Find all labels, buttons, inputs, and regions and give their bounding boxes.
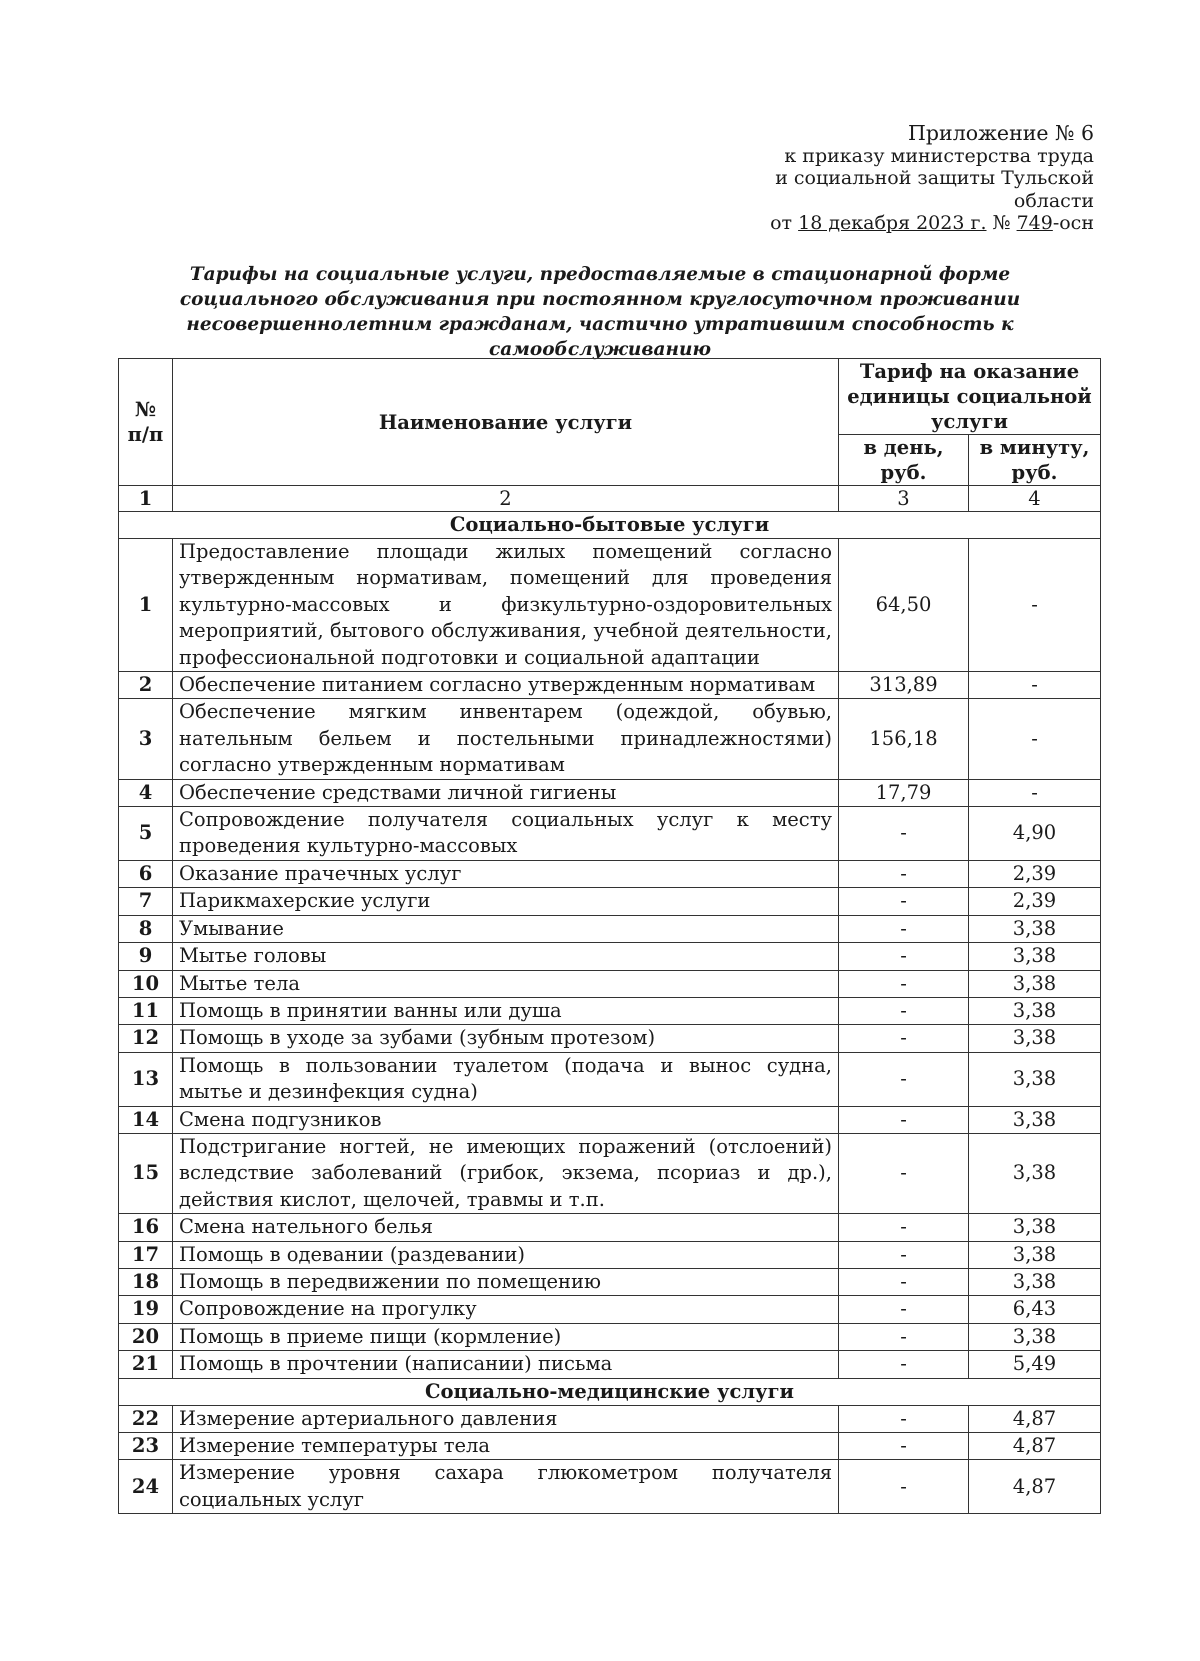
service-name: Мытье тела [173, 970, 839, 997]
row-number: 15 [119, 1133, 173, 1213]
tariff-per-minute: 3,38 [969, 970, 1101, 997]
row-number: 3 [119, 699, 173, 779]
row-number: 22 [119, 1405, 173, 1432]
service-name: Помощь в передвижении по помещению [173, 1268, 839, 1295]
table-row [119, 807, 1101, 861]
row-number: 5 [119, 807, 173, 861]
table-row [119, 1460, 1101, 1514]
tariff-per-minute: 3,38 [969, 943, 1101, 970]
tariff-per-minute: - [969, 779, 1101, 806]
tariff-per-minute: 3,38 [969, 1214, 1101, 1241]
section-title: Социально-медицинские услуги [119, 1378, 1101, 1405]
row-number: 6 [119, 860, 173, 887]
section-header-row [119, 512, 1101, 539]
service-name: Обеспечение средствами личной гигиены [173, 779, 839, 806]
tariff-per-minute: - [969, 672, 1101, 699]
tariff-per-day: - [839, 1351, 969, 1378]
column-number-row [119, 486, 1101, 512]
service-name: Умывание [173, 915, 839, 942]
tariff-per-minute: 4,87 [969, 1433, 1101, 1460]
order-date: 18 декабря 2023 г. [798, 212, 987, 234]
table-row [119, 915, 1101, 942]
table-row [119, 1052, 1101, 1106]
tariff-per-minute: 3,38 [969, 915, 1101, 942]
service-name: Измерение уровня сахара глюкометром получателя социальных услуг [173, 1460, 839, 1514]
service-name: Помощь в приеме пищи (кормление) [173, 1323, 839, 1350]
table-row [119, 943, 1101, 970]
table-row [119, 1106, 1101, 1133]
tariff-per-minute: 3,38 [969, 1241, 1101, 1268]
tariff-per-minute: 6,43 [969, 1296, 1101, 1323]
tariff-per-day: - [839, 1106, 969, 1133]
row-number: 11 [119, 997, 173, 1024]
row-number: 4 [119, 779, 173, 806]
table-row [119, 779, 1101, 806]
table-row [119, 1296, 1101, 1323]
table-row [119, 860, 1101, 887]
ministry-line: и социальной защиты Тульской [775, 167, 1094, 189]
appendix-label: Приложение № 6 [908, 121, 1094, 145]
column-number: 3 [839, 486, 969, 512]
tariff-per-minute: 3,38 [969, 1268, 1101, 1295]
tariff-per-minute: 3,38 [969, 1323, 1101, 1350]
tariff-per-minute: 2,39 [969, 860, 1101, 887]
table-row [119, 672, 1101, 699]
tariff-per-day: - [839, 997, 969, 1024]
column-number: 4 [969, 486, 1101, 512]
table-row [119, 1351, 1101, 1378]
tariff-per-minute: 5,49 [969, 1351, 1101, 1378]
date-prefix: от [770, 212, 799, 234]
order-date-line [600, 212, 1094, 235]
tariff-per-day: - [839, 915, 969, 942]
table-row [119, 970, 1101, 997]
tariff-per-day: - [839, 807, 969, 861]
service-name: Подстригание ногтей, не имеющих поражений (отслоений) вследствие заболеваний (грибок, экзема, псориаз и др.), действия кислот, щелочей, травмы и т.п. [173, 1133, 839, 1213]
tariff-per-day: - [839, 1241, 969, 1268]
row-number: 2 [119, 672, 173, 699]
tariff-per-day: - [839, 1323, 969, 1350]
row-number: 13 [119, 1052, 173, 1106]
row-number: 18 [119, 1268, 173, 1295]
tariff-per-minute: 2,39 [969, 888, 1101, 915]
col-header-per-minute: в минуту, руб. [969, 435, 1101, 486]
tariff-per-minute: 3,38 [969, 997, 1101, 1024]
tariff-per-minute: 4,87 [969, 1405, 1101, 1432]
table-row [119, 1268, 1101, 1295]
tariff-per-minute: 3,38 [969, 1025, 1101, 1052]
table-row [119, 1405, 1101, 1432]
tariff-per-day: - [839, 943, 969, 970]
number-suffix: -осн [1052, 212, 1094, 234]
service-name: Помощь в одевании (раздевании) [173, 1241, 839, 1268]
col-header-per-day: в день, руб. [839, 435, 969, 486]
row-number: 17 [119, 1241, 173, 1268]
table-row [119, 1433, 1101, 1460]
service-name: Измерение артериального давления [173, 1405, 839, 1432]
document-header [600, 122, 1094, 235]
service-name: Измерение температуры тела [173, 1433, 839, 1460]
section-title: Социально-бытовые услуги [119, 512, 1101, 539]
tariff-per-day: - [839, 1268, 969, 1295]
service-name: Сопровождение на прогулку [173, 1296, 839, 1323]
column-number: 2 [173, 486, 839, 512]
service-name: Оказание прачечных услуг [173, 860, 839, 887]
number-prefix: № [986, 212, 1017, 234]
service-name: Сопровождение получателя социальных услуг к месту проведения культурно-массовых [173, 807, 839, 861]
tariff-per-day: - [839, 1433, 969, 1460]
row-number: 20 [119, 1323, 173, 1350]
col-header-tariff: Тариф на оказание единицы социальной услуги [839, 359, 1101, 435]
col-header-number: № п/п [119, 359, 173, 486]
tariff-per-day: 17,79 [839, 779, 969, 806]
row-number: 23 [119, 1433, 173, 1460]
column-number: 1 [119, 486, 173, 512]
col-header-service-name: Наименование услуги [173, 359, 839, 486]
tariff-per-day: 64,50 [839, 539, 969, 672]
tariff-per-day: - [839, 1460, 969, 1514]
table-row [119, 1025, 1101, 1052]
service-name: Помощь в принятии ванны или душа [173, 997, 839, 1024]
table-row [119, 1323, 1101, 1350]
row-number: 21 [119, 1351, 173, 1378]
tariff-per-minute: 3,38 [969, 1133, 1101, 1213]
tariff-per-minute: 3,38 [969, 1106, 1101, 1133]
tariff-per-minute: 3,38 [969, 1052, 1101, 1106]
service-name: Парикмахерские услуги [173, 888, 839, 915]
order-number: 749 [1016, 212, 1053, 234]
service-name: Обеспечение мягким инвентарем (одеждой, обувью, нательным бельем и постельными принадлежностями) согласно утвержденным нормативам [173, 699, 839, 779]
tariff-table [118, 358, 1101, 1514]
tariff-per-day: - [839, 1133, 969, 1213]
row-number: 12 [119, 1025, 173, 1052]
row-number: 9 [119, 943, 173, 970]
tariff-per-day: - [839, 860, 969, 887]
row-number: 16 [119, 1214, 173, 1241]
table-row [119, 699, 1101, 779]
service-name: Мытье головы [173, 943, 839, 970]
tariff-per-day: 156,18 [839, 699, 969, 779]
tariff-per-day: - [839, 1052, 969, 1106]
tariff-per-day: - [839, 1214, 969, 1241]
row-number: 10 [119, 970, 173, 997]
table-row [119, 1133, 1101, 1213]
row-number: 24 [119, 1460, 173, 1514]
table-row [119, 888, 1101, 915]
document-title: Тарифы на социальные услуги, предоставляемые в стационарной форме социального обслуживания при постоянном круглосуточном проживании несовершеннолетним гражданам, частично утратившим способность к самообслуживанию [179, 264, 1021, 360]
row-number: 19 [119, 1296, 173, 1323]
tariff-per-day: - [839, 888, 969, 915]
service-name: Смена нательного белья [173, 1214, 839, 1241]
row-number: 8 [119, 915, 173, 942]
table-row [119, 1214, 1101, 1241]
row-number: 1 [119, 539, 173, 672]
tariff-per-day: - [839, 1296, 969, 1323]
section-header-row [119, 1378, 1101, 1405]
service-name: Смена подгузников [173, 1106, 839, 1133]
tariff-per-minute: - [969, 539, 1101, 672]
tariff-per-day: - [839, 970, 969, 997]
order-reference-line: к приказу министерства труда [784, 144, 1094, 167]
table-row [119, 1241, 1101, 1268]
tariff-per-minute: 4,87 [969, 1460, 1101, 1514]
service-name: Предоставление площади жилых помещений согласно утвержденным нормативам, помещений для проведения культурно-массовых и физкультурно-оздоровительных мероприятий, бытового обслуживания, учебной деятельности, профессиональной подготовки и социальной адаптации [173, 539, 839, 672]
region-line: области [1013, 189, 1094, 212]
service-name: Обеспечение питанием согласно утвержденным нормативам [173, 672, 839, 699]
tariff-per-minute: 4,90 [969, 807, 1101, 861]
service-name: Помощь в уходе за зубами (зубным протезом) [173, 1025, 839, 1052]
row-number: 14 [119, 1106, 173, 1133]
service-name: Помощь в пользовании туалетом (подача и вынос судна, мытье и дезинфекция судна) [173, 1052, 839, 1106]
table-row [119, 539, 1101, 672]
tariff-per-day: - [839, 1025, 969, 1052]
tariff-per-day: 313,89 [839, 672, 969, 699]
table-row [119, 997, 1101, 1024]
row-number: 7 [119, 888, 173, 915]
service-name: Помощь в прочтении (написании) письма [173, 1351, 839, 1378]
tariff-per-minute: - [969, 699, 1101, 779]
tariff-per-day: - [839, 1405, 969, 1432]
